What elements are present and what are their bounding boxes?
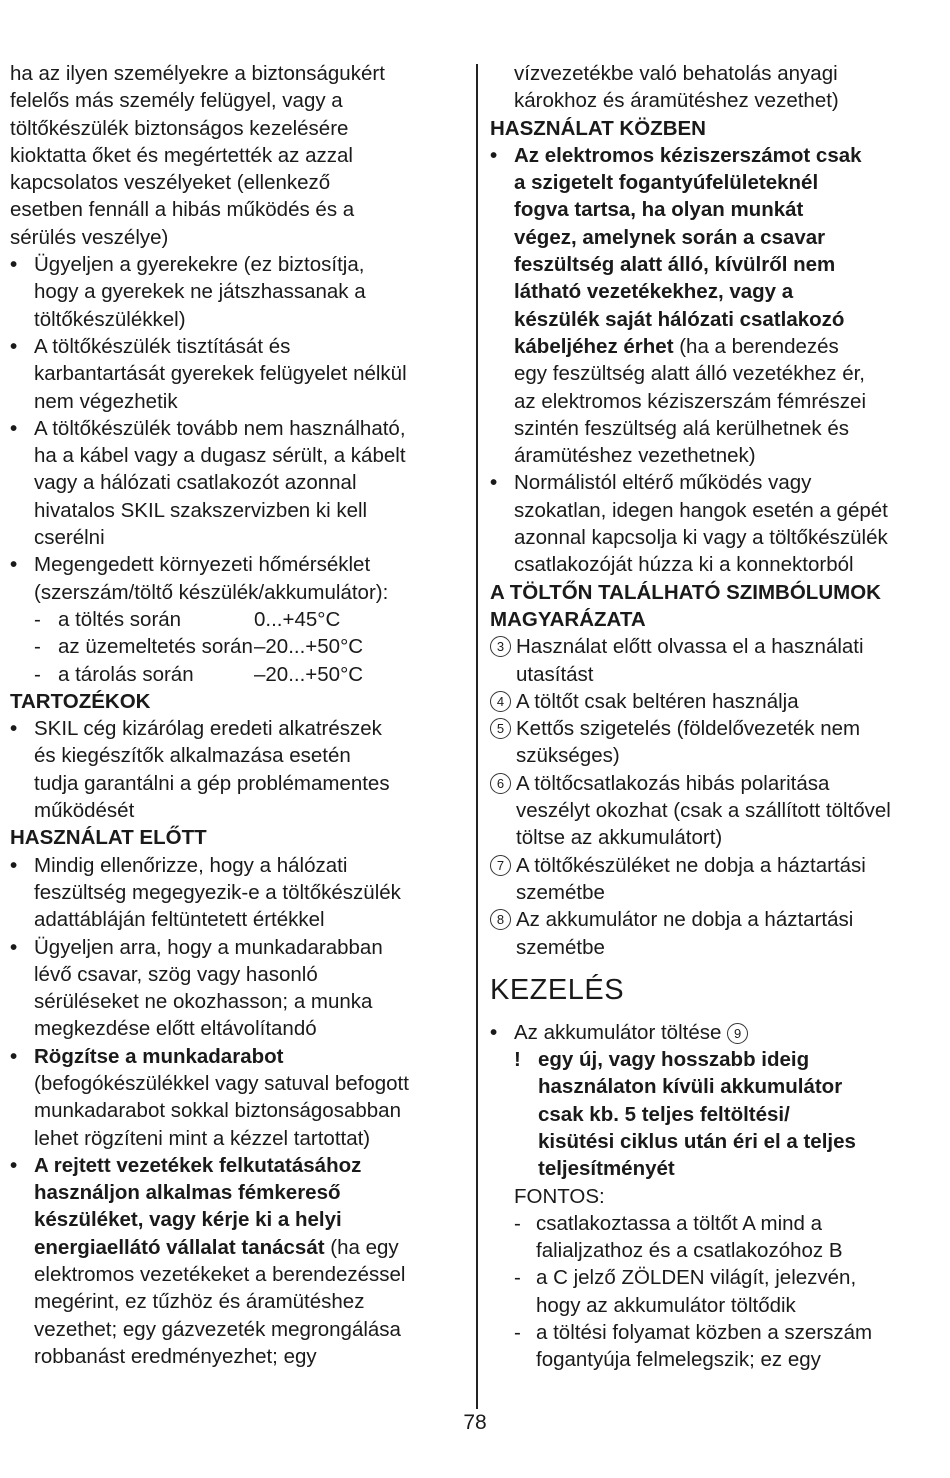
text-line: töltőkészülék biztonságos kezelésére (10, 116, 349, 140)
text-line: Ügyeljen arra, hogy a munkadarabban (34, 935, 383, 959)
bullet-temperature (10, 551, 470, 687)
temperature-row: - a töltés során 0...+45°C (10, 606, 470, 633)
text-line: (szerszám/töltő készülék/akkumulátor): (34, 580, 389, 604)
text-line-bold: egy új, vagy hosszabb ideig (538, 1048, 810, 1072)
text-line-bold: készülék saját hálózati csatlakozó (514, 307, 845, 331)
text-line: adattábláján feltüntetett értékkel (34, 908, 325, 932)
text-line: hivatalos SKIL szakszervizben ki kell (34, 498, 368, 522)
circled-number-icon: 3 (490, 636, 511, 657)
circled-number-icon: 5 (490, 718, 511, 739)
text-line: A töltőcsatlakozás hibás polaritása (516, 771, 830, 795)
text-line: működését (34, 799, 135, 823)
bullet-icon: • (10, 853, 18, 877)
bullet-icon: • (10, 334, 18, 358)
circled-number-icon: 8 (490, 909, 511, 930)
text-line: Az akkumulátor ne dobja a háztartási (516, 908, 854, 932)
text-line: A töltőkészülék tisztítását és (34, 334, 291, 358)
symbol-item (490, 770, 942, 852)
bullet-damaged-cable (10, 415, 470, 551)
text-line: a töltési folyamat közben a szerszám (536, 1321, 873, 1345)
symbol-item (490, 906, 942, 961)
text-line-bold: használaton kívüli akkumulátor (538, 1075, 843, 1099)
bullet-abnormal-operation (490, 469, 942, 578)
bullet-icon: • (490, 471, 498, 495)
text-line: Ügyeljen a gyerekekre (ez biztosítja, (34, 253, 365, 277)
text-line: hogy az akkumulátor töltődik (536, 1293, 796, 1317)
text-line: utasítást (516, 662, 594, 686)
text-line-bold: feszültség alatt álló, kívülről nem (514, 253, 836, 277)
circled-number-icon: 4 (490, 691, 511, 712)
text-line: cserélni (34, 526, 105, 550)
text-line: kioktatta őket és megértették az azzal (10, 143, 353, 167)
temperature-label: az üzemeltetés során (58, 635, 253, 659)
text-line: (befogókészülékkel vagy satuval befogott (34, 1071, 409, 1095)
text-line: és kiegészítők alkalmazása esetén (34, 744, 351, 768)
bullet-icon: • (10, 935, 18, 959)
temperature-value: –20...+50°C (254, 635, 364, 659)
paragraph-intro (10, 60, 470, 251)
text-line: Megengedett környezeti hőmérséklet (34, 553, 371, 577)
text-line: munkadarabot sokkal biztonságosabban (34, 1099, 401, 1123)
exclamation-icon: ! (514, 1048, 521, 1072)
text-line: ha az ilyen személyekre a biztonságukért (10, 62, 385, 85)
text-line-bold: fogva tartsa, ha olyan munkát (514, 198, 804, 222)
symbol-item (490, 633, 942, 688)
text-line: A töltőkészüléket ne dobja a háztartási (516, 853, 866, 877)
text-line: falialjzathoz és a csatlakozóhoz B (536, 1239, 843, 1263)
left-column (10, 60, 470, 1370)
text-line: fogantyúja felmelegszik; ez egy (536, 1348, 821, 1372)
section-heading-during-use: HASZNÁLAT KÖZBEN (490, 116, 706, 140)
temperature-label: a tárolás során (58, 662, 194, 686)
bullet-cleaning (10, 333, 470, 415)
bullet-hidden-wiring (10, 1152, 470, 1370)
text-line: károkhoz és áramütéshez vezethet) (514, 89, 839, 113)
bullet-secure-workpiece (10, 1043, 470, 1152)
text-line: robbanást eredményezhet; egy (34, 1344, 317, 1368)
temperature-value: –20...+50°C (254, 662, 364, 686)
heading-line: MAGYARÁZATA (490, 607, 646, 631)
bullet-icon: • (490, 143, 498, 167)
text-line: lévő csavar, szög vagy hasonló (34, 962, 318, 986)
text-line: A töltőt csak beltéren használja (516, 689, 799, 713)
bullet-voltage (10, 852, 470, 934)
bullet-icon: • (490, 1020, 498, 1044)
text-line: lehet rögzíteni mint a kézzel tartottat) (34, 1126, 371, 1150)
text-line: vízvezetékbe való behatolás anyagi (514, 62, 838, 85)
text-line: SKIL cég kizárólag eredeti alkatrészek (34, 717, 382, 741)
text-line-bold: a szigetelt fogantyúfelületeknél (514, 171, 819, 195)
bullet-original-parts (10, 715, 470, 824)
bullet-insulated-grip (490, 142, 942, 470)
text-line-bold: energiaellátó vállalat tanácsát (34, 1235, 325, 1259)
text-line: töltse az akkumulátort) (516, 826, 723, 850)
bullet-workpiece-nails (10, 934, 470, 1043)
text-line: Mindig ellenőrizze, hogy a hálózati (34, 853, 348, 877)
text-line-bold: kisütési ciklus után éri el a teljes (538, 1129, 856, 1153)
temperature-row: - a tárolás során –20...+50°C (10, 661, 470, 688)
text-line: vezethet; egy gázvezeték megrongálása (34, 1317, 401, 1341)
bullet-icon: • (10, 1153, 18, 1177)
text-line-bold: használjon alkalmas fémkereső (34, 1181, 341, 1205)
heading-line: A TÖLTŐN TALÁLHATÓ SZIMBÓLUMOK (490, 580, 881, 604)
text-line: (ha a berendezés (673, 334, 839, 358)
right-column (490, 60, 942, 1374)
text-line: csatlakozóját húzza ki a konnektorból (514, 553, 854, 577)
text-line: szemétbe (516, 880, 605, 904)
bullet-icon: • (10, 1044, 18, 1068)
text-line: egy feszültség alatt álló vezetékhez ér, (514, 362, 865, 386)
text-line: Az akkumulátor töltése (514, 1020, 722, 1044)
page-number: 78 (463, 1411, 487, 1434)
section-heading-symbols (490, 579, 942, 634)
symbol-item (490, 688, 942, 715)
bullet-battery-charging: • Az akkumulátor töltése 9 ! egy új, vagy hosszabb ideig használaton kívüli akkumulátor csak kb. 5 teljes feltöltési/ kisütési ciklus után éri el a teljes teljesítményét FONTOS: - csatlakoztassa a töltőt A mind a falialjzathoz és a csatlakozóhoz B - a C jelző ZÖLDEN világít, jelezvén, hogy az akkumulátor töltődik - a töltési folyamat közben a szerszám fogantyúja felmelegszik; ez egy (490, 1019, 942, 1374)
text-line-bold: kábeljéhez érhet (514, 334, 674, 358)
text-line: szemétbe (516, 935, 605, 959)
text-line: kapcsolatos veszélyeket (ellenkező (10, 171, 331, 195)
text-line: sérülés veszélye) (10, 225, 169, 249)
bullet-children (10, 251, 470, 333)
bullet-icon: • (10, 416, 18, 440)
text-line-bold: Rögzítse a munkadarabot (34, 1044, 284, 1068)
text-line: esetben fennáll a hibás működés és a (10, 198, 355, 222)
section-heading-accessories: TARTOZÉKOK (10, 689, 151, 713)
temperature-value: 0...+45°C (254, 607, 341, 631)
text-line: karbantartását gyerekek felügyelet nélkül (34, 362, 407, 386)
text-line: ha a kábel vagy a dugasz sérült, a kábelt (34, 444, 406, 468)
continuation-text (490, 60, 942, 115)
circled-number-icon: 9 (727, 1023, 748, 1044)
temperature-row: - az üzemeltetés során–20...+50°C (10, 633, 470, 660)
text-line: sérüléseket ne okozhasson; a munka (34, 990, 373, 1014)
text-line: (ha egy (324, 1235, 399, 1259)
text-line-bold: Az elektromos kéziszerszámot csak (514, 143, 862, 167)
bullet-icon: • (10, 553, 18, 577)
temperature-label: a töltés során (58, 607, 182, 631)
section-heading-operation: KEZELÉS (490, 973, 625, 1006)
text-line: nem végezhetik (34, 389, 178, 413)
text-line-bold: A rejtett vezetékek felkutatásához (34, 1153, 362, 1177)
text-line: megkezdése előtt eltávolítandó (34, 1017, 317, 1041)
text-line: azonnal kapcsolja ki vagy a töltőkészülék (514, 526, 888, 550)
text-line: Használat előtt olvassa el a használati (516, 635, 864, 659)
text-line-bold: végez, amelynek során a csavar (514, 225, 826, 249)
text-line: feszültség megegyezik-e a töltőkészülék (34, 880, 401, 904)
bullet-icon: • (10, 253, 18, 277)
text-line-bold: csak kb. 5 teljes feltöltési/ (538, 1102, 790, 1126)
text-line: vagy a hálózati csatlakozót azonnal (34, 471, 357, 495)
text-line: szükséges) (516, 744, 620, 768)
text-line: Kettős szigetelés (földelővezeték nem (516, 717, 861, 741)
text-line: A töltőkészülék tovább nem használható, (34, 416, 406, 440)
text-line: tudja garantálni a gép problémamentes (34, 771, 390, 795)
symbol-item (490, 852, 942, 907)
text-line: töltőkészülékkel) (34, 307, 186, 331)
text-line: veszélyt okozhat (csak a szállított töltővel (516, 799, 891, 823)
section-heading-before-use: HASZNÁLAT ELŐTT (10, 826, 207, 850)
text-line: felelős más személy felügyel, vagy a (10, 89, 343, 113)
text-line: szintén feszültség alá kerülhetnek és (514, 416, 850, 440)
text-line: szokatlan, idegen hangok esetén a gépét (514, 498, 888, 522)
text-line: csatlakoztassa a töltőt A mind a (536, 1211, 823, 1235)
text-line: a C jelző ZÖLDEN világít, jelezvén, (536, 1266, 857, 1290)
column-divider (476, 64, 478, 1409)
symbol-item (490, 715, 942, 770)
important-label: FONTOS: (514, 1184, 605, 1208)
text-line-bold: készüléket, vagy kérje ki a helyi (34, 1208, 342, 1232)
text-line-bold: teljesítményét (538, 1157, 675, 1181)
text-line-bold: látható vezetékekhez, vagy a (514, 280, 794, 304)
text-line: hogy a gyerekek ne játszhassanak a (34, 280, 366, 304)
text-line: elektromos vezetékeket a berendezéssel (34, 1263, 406, 1287)
text-line: megérint, ez tűzhöz és áramütéshez (34, 1290, 365, 1314)
text-line: áramütéshez vezethetnek) (514, 444, 756, 468)
circled-number-icon: 6 (490, 773, 511, 794)
text-line: Normálistól eltérő működés vagy (514, 471, 812, 495)
bullet-icon: • (10, 717, 18, 741)
text-line: az elektromos kéziszerszám fémrészei (514, 389, 867, 413)
circled-number-icon: 7 (490, 855, 511, 876)
